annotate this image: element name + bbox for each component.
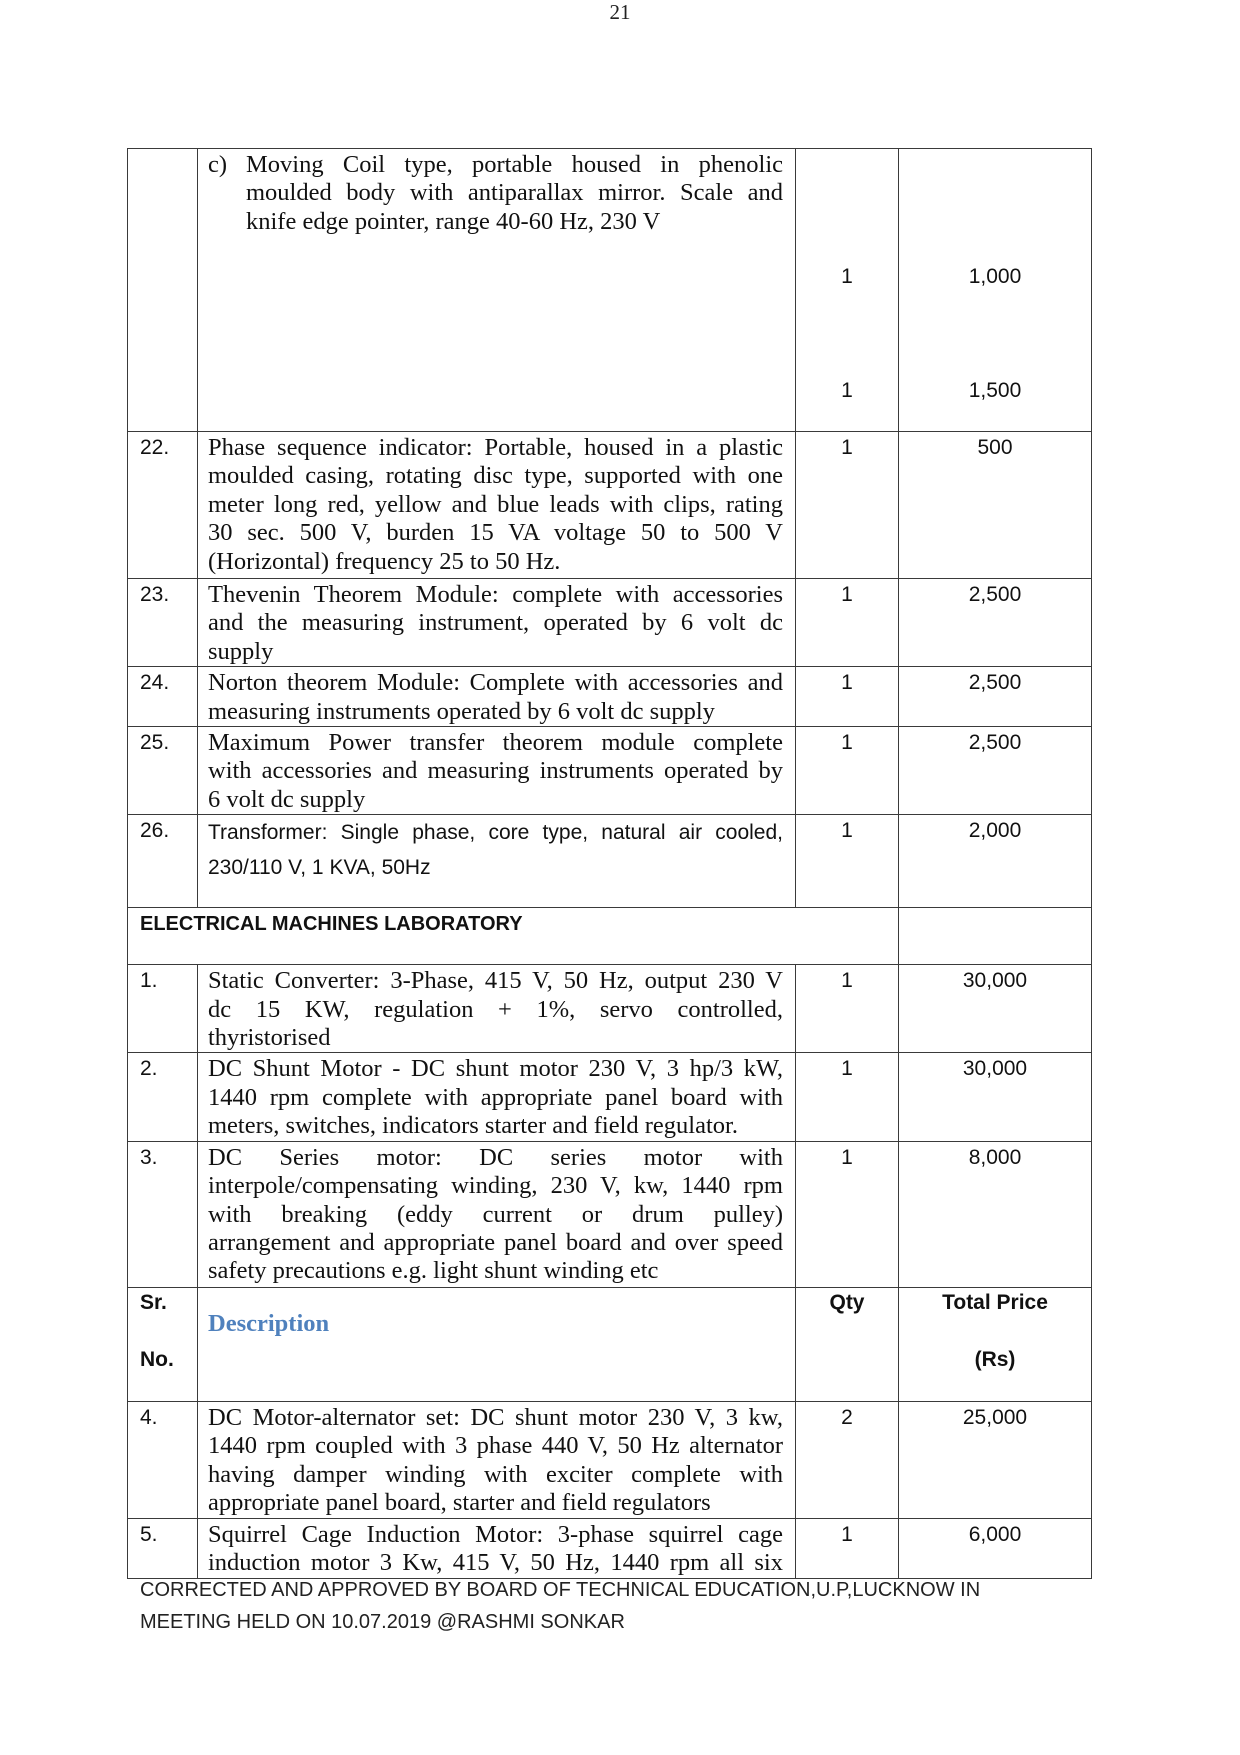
price-cell: 25,000 bbox=[899, 1401, 1092, 1518]
column-header-sr-line: Sr. bbox=[140, 1290, 167, 1314]
description-line: Phase sequence indicator: Portable, housed in a plastic bbox=[208, 434, 783, 461]
description-line: 230/110 V, 1 KVA, 50Hz bbox=[208, 856, 431, 880]
description-cell bbox=[198, 432, 796, 579]
column-header-description: Description bbox=[198, 1287, 796, 1401]
item-marker: c) bbox=[208, 151, 228, 178]
column-header-qty: Qty bbox=[796, 1287, 899, 1401]
description-line: interpole/compensating winding, 230 V, kw, 1440 rpm bbox=[208, 1172, 783, 1200]
price-cell: 2,500 bbox=[899, 667, 1092, 727]
serial-number: 22. bbox=[128, 432, 198, 579]
qty-value: 1 bbox=[841, 379, 853, 402]
description-line: appropriate panel board, starter and field regulators bbox=[208, 1488, 711, 1516]
page-number: 21 bbox=[609, 0, 631, 24]
table-row bbox=[128, 1518, 1092, 1578]
column-header-total-price bbox=[899, 1287, 1092, 1401]
serial-number: 5. bbox=[128, 1518, 198, 1578]
description-line: meters, switches, indicators starter and field regulator. bbox=[208, 1112, 738, 1140]
description-line: arrangement and appropriate panel board and over speed bbox=[208, 1228, 783, 1256]
description-line: induction motor 3 Kw, 415 V, 50 Hz, 1440 rpm all six bbox=[208, 1549, 783, 1577]
description-cell bbox=[198, 667, 796, 727]
description-line: DC Shunt Motor - DC shunt motor 230 V, 3 hp/3 kW, bbox=[208, 1055, 783, 1083]
description-line: 1440 rpm coupled with 3 phase 440 V, 50 Hz alternator bbox=[208, 1432, 783, 1460]
equipment-table bbox=[127, 148, 1092, 1579]
description-line: Maximum Power transfer theorem module complete bbox=[208, 729, 783, 757]
serial-number: 1. bbox=[128, 965, 198, 1053]
section-title: ELECTRICAL MACHINES LABORATORY bbox=[128, 908, 899, 965]
qty-cell: 1 bbox=[796, 727, 899, 815]
description-line: DC Motor-alternator set: DC shunt motor 230 V, 3 kw, bbox=[208, 1403, 783, 1431]
description-line: Transformer: Single phase, core type, natural air cooled, bbox=[208, 821, 783, 845]
price-value: 1,000 bbox=[968, 265, 1022, 288]
serial-number: 25. bbox=[128, 727, 198, 815]
footer-line: CORRECTED AND APPROVED BY BOARD OF TECHNICAL EDUCATION,U.P,LUCKNOW IN bbox=[140, 1579, 981, 1601]
description-line: Norton theorem Module: Complete with accessories and bbox=[208, 669, 783, 697]
description-line: 6 volt dc supply bbox=[208, 785, 366, 813]
description-line: Squirrel Cage Induction Motor: 3-phase squirrel cage bbox=[208, 1520, 783, 1548]
description-cell bbox=[198, 149, 796, 432]
description-line: thyristorised bbox=[208, 1024, 331, 1052]
qty-cell: 1 bbox=[796, 965, 899, 1053]
price-cell-empty bbox=[899, 908, 1092, 965]
qty-value: 1 bbox=[841, 265, 853, 288]
table-row bbox=[128, 667, 1092, 727]
column-header-row bbox=[128, 1287, 1092, 1401]
price-cell: 2,500 bbox=[899, 727, 1092, 815]
description-line: (Horizontal) frequency 25 to 50 Hz. bbox=[208, 547, 561, 575]
qty-cell: 1 bbox=[796, 1141, 899, 1287]
description-cell bbox=[198, 1141, 796, 1287]
column-header-sr-line: No. bbox=[140, 1347, 174, 1371]
price-cell: 30,000 bbox=[899, 965, 1092, 1053]
qty-cell: 2 bbox=[796, 1401, 899, 1518]
description-line: and the measuring instrument, operated by 6 volt dc bbox=[208, 609, 783, 637]
price-cell: 2,000 bbox=[899, 815, 1092, 908]
description-cell bbox=[198, 815, 796, 908]
price-cell: 6,000 bbox=[899, 1518, 1092, 1578]
description-line: meter long red, yellow and blue leads with clips, rating bbox=[208, 490, 783, 518]
table-row bbox=[128, 965, 1092, 1053]
footer-line: MEETING HELD ON 10.07.2019 @RASHMI SONKAR bbox=[140, 1611, 625, 1633]
column-header-price-line: Total Price bbox=[942, 1290, 1048, 1314]
description-line: 30 sec. 500 V, burden 15 VA voltage 50 to 500 V bbox=[208, 519, 783, 547]
section-row bbox=[128, 908, 1092, 965]
qty-cell: 1 bbox=[796, 579, 899, 667]
description-line: measuring instruments operated by 6 volt dc supply bbox=[208, 697, 715, 725]
description-cell bbox=[198, 579, 796, 667]
description-cell bbox=[198, 965, 796, 1053]
serial-number: 2. bbox=[128, 1053, 198, 1141]
item-text bbox=[246, 151, 783, 236]
qty-cell: 1 bbox=[796, 1053, 899, 1141]
description-line: Thevenin Theorem Module: complete with accessories bbox=[208, 581, 783, 608]
price-cell bbox=[899, 149, 1092, 432]
serial-number bbox=[128, 149, 198, 432]
price-cell: 8,000 bbox=[899, 1141, 1092, 1287]
column-header-price-line: (Rs) bbox=[974, 1347, 1016, 1371]
description-line: with accessories and measuring instruments operated by bbox=[208, 757, 783, 785]
enumerated-item bbox=[208, 151, 783, 236]
description-line: knife edge pointer, range 40-60 Hz, 230 V bbox=[246, 207, 661, 235]
description-line: supply bbox=[208, 637, 274, 665]
price-cell: 2,500 bbox=[899, 579, 1092, 667]
description-cell bbox=[198, 1518, 796, 1578]
description-line: moulded body with antiparallax mirror. Scale and bbox=[246, 179, 783, 207]
serial-number: 23. bbox=[128, 579, 198, 667]
qty-cell: 1 bbox=[796, 815, 899, 908]
table-row bbox=[128, 1141, 1092, 1287]
description-cell bbox=[198, 1053, 796, 1141]
qty-cell: 1 bbox=[796, 432, 899, 579]
table-row bbox=[128, 727, 1092, 815]
description-line: moulded casing, rotating disc type, supported with one bbox=[208, 462, 783, 490]
table-row bbox=[128, 579, 1092, 667]
table-row bbox=[128, 432, 1092, 579]
qty-cell bbox=[796, 149, 899, 432]
description-cell bbox=[198, 1401, 796, 1518]
qty-cell: 1 bbox=[796, 1518, 899, 1578]
serial-number: 24. bbox=[128, 667, 198, 727]
price-cell: 500 bbox=[899, 432, 1092, 579]
description-line: safety precautions e.g. light shunt winding etc bbox=[208, 1257, 659, 1285]
price-value: 1,500 bbox=[968, 379, 1022, 402]
serial-number: 4. bbox=[128, 1401, 198, 1518]
column-header-sr bbox=[128, 1287, 198, 1401]
description-line: 1440 rpm complete with appropriate panel board with bbox=[208, 1083, 783, 1111]
description-cell bbox=[198, 727, 796, 815]
table-row bbox=[128, 1401, 1092, 1518]
description-line: dc 15 KW, regulation + 1%, servo controlled, bbox=[208, 995, 783, 1023]
description-line: Moving Coil type, portable housed in phenolic bbox=[246, 151, 783, 178]
description-line: DC Series motor: DC series motor with bbox=[208, 1143, 783, 1171]
footer-note bbox=[140, 1574, 980, 1638]
price-cell: 30,000 bbox=[899, 1053, 1092, 1141]
table-row bbox=[128, 815, 1092, 908]
serial-number: 26. bbox=[128, 815, 198, 908]
qty-cell: 1 bbox=[796, 667, 899, 727]
table-row bbox=[128, 1053, 1092, 1141]
description-line: having damper winding with exciter complete with bbox=[208, 1460, 783, 1488]
table-row bbox=[128, 149, 1092, 432]
serial-number: 3. bbox=[128, 1141, 198, 1287]
description-line: Static Converter: 3-Phase, 415 V, 50 Hz, output 230 V bbox=[208, 967, 783, 995]
description-line: with breaking (eddy current or drum pulley) bbox=[208, 1200, 783, 1228]
